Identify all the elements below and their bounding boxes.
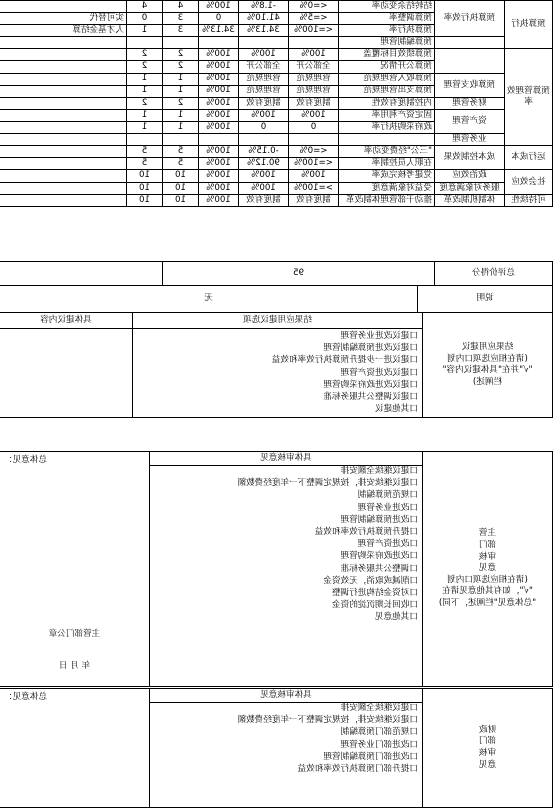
checkbox-option[interactable]: 口建议改进资产管理 bbox=[340, 367, 418, 378]
subcategory-cell: 预算执行效率 bbox=[435, 1, 505, 37]
cell-note: 人才基金结算 bbox=[0, 25, 127, 37]
cell-note bbox=[0, 170, 127, 182]
cell-s: 10 bbox=[127, 194, 163, 206]
cell-score: 100% bbox=[199, 194, 239, 206]
checkbox-option[interactable]: 口收回长期沉淀的资金 bbox=[332, 600, 418, 611]
cell-w: 1 bbox=[163, 73, 199, 85]
cell-s bbox=[127, 134, 163, 146]
dept-col1-header: 具体审核意见 bbox=[150, 452, 423, 466]
finance-col1-header: 具体审核意见 bbox=[150, 689, 423, 703]
table-row bbox=[0, 37, 553, 49]
cell-val: 100% bbox=[239, 182, 289, 194]
checkbox-option[interactable]: 口其他意见 bbox=[375, 612, 418, 623]
dept-overall-opinion[interactable] bbox=[0, 452, 150, 687]
cell-note bbox=[0, 97, 127, 109]
cell-score: 100% bbox=[199, 61, 239, 73]
cell-score: 100% bbox=[199, 158, 239, 170]
cell-score: 100% bbox=[199, 182, 239, 194]
cell-val: 管理规范 bbox=[239, 73, 289, 85]
cell-w: 5 bbox=[163, 158, 199, 170]
cell-w: 2 bbox=[163, 61, 199, 73]
cell-s bbox=[127, 37, 163, 49]
category-cell: 预算执行 bbox=[505, 1, 553, 49]
cell-ind: 预算公开情况 bbox=[339, 61, 435, 73]
cell-w: 1 bbox=[163, 122, 199, 134]
checkbox-option[interactable]: 口改进部门业务管理 bbox=[340, 739, 418, 750]
cell-ind: 政府采购执行率 bbox=[339, 122, 435, 134]
cell-w: 1 bbox=[163, 85, 199, 97]
cell-val: -1.8% bbox=[239, 1, 289, 13]
cell-w bbox=[163, 134, 199, 146]
table-row bbox=[0, 97, 553, 109]
cell-ind: 预算编制管理 bbox=[339, 37, 435, 49]
cell-val: 34.13% bbox=[239, 25, 289, 37]
cell-val: 41.10% bbox=[239, 13, 289, 25]
cell-w: 3 bbox=[163, 13, 199, 25]
cell-ind: 内控制度有效性 bbox=[339, 97, 435, 109]
checkbox-option[interactable]: 口规范预算编制 bbox=[357, 490, 418, 501]
table-row bbox=[0, 194, 553, 206]
cell-s: 10 bbox=[127, 170, 163, 182]
cell-s: 5 bbox=[127, 158, 163, 170]
cell-val: 0 bbox=[239, 122, 289, 134]
finance-section bbox=[0, 688, 553, 808]
cell-dir: <=5% bbox=[289, 13, 339, 25]
finance-overall-opinion[interactable] bbox=[0, 689, 150, 808]
subcategory-cell bbox=[435, 49, 505, 73]
cell-dir: 制度有效 bbox=[289, 194, 339, 206]
subcategory-cell: 业务管理 bbox=[435, 134, 505, 146]
cell-ind: 预算调整率 bbox=[339, 13, 435, 25]
cell-note: 实可替代 bbox=[0, 13, 127, 25]
cell-score: 100% bbox=[199, 85, 239, 97]
checkbox-option[interactable]: 口改进资产管理 bbox=[357, 539, 418, 550]
cell-note bbox=[0, 109, 127, 121]
cell-dir: 制度有效 bbox=[289, 97, 339, 109]
table-row bbox=[0, 146, 553, 158]
result-items bbox=[133, 329, 423, 418]
cell-score: 0 bbox=[199, 13, 239, 25]
cell-score: 100% bbox=[199, 109, 239, 121]
total-value: 95 bbox=[163, 262, 435, 286]
cell-s: 1 bbox=[127, 73, 163, 85]
cell-ind: 固定资产利用率 bbox=[339, 109, 435, 121]
cell-ind bbox=[339, 134, 435, 146]
checkbox-option[interactable]: 口规范部门预算编制 bbox=[340, 727, 418, 738]
subcategory-cell: 资产管理 bbox=[435, 109, 505, 133]
cell-ind: 在职人员控制率 bbox=[339, 158, 435, 170]
cell-s: 1 bbox=[127, 122, 163, 134]
cell-ind: 党建考核完成率 bbox=[339, 170, 435, 182]
result-content-area[interactable] bbox=[0, 329, 133, 418]
cell-s: 2 bbox=[127, 61, 163, 73]
cell-score: 100% bbox=[199, 73, 239, 85]
indicator-table bbox=[0, 0, 553, 207]
result-col2-header: 具体建议内容 bbox=[0, 313, 133, 329]
cell-w: 1 bbox=[163, 109, 199, 121]
cell-w: 10 bbox=[163, 170, 199, 182]
cell-val: 制度有效 bbox=[239, 194, 289, 206]
table-row bbox=[0, 170, 553, 182]
total-empty bbox=[0, 262, 163, 286]
cell-dir: <=100% bbox=[289, 25, 339, 37]
cell-s: 1 bbox=[127, 109, 163, 121]
dept-left-label bbox=[423, 452, 553, 687]
cell-score: 100% bbox=[199, 170, 239, 182]
checkbox-option[interactable]: 口建议继续全额安排 bbox=[340, 703, 418, 713]
cell-dir: >=100% bbox=[289, 182, 339, 194]
cell-dir: <=0% bbox=[289, 1, 339, 13]
total-score-table bbox=[0, 261, 553, 286]
section-label-text: 财政 部门 审核 意见 bbox=[478, 724, 497, 770]
cell-s: 1 bbox=[127, 85, 163, 97]
dept-date: 年 月 日 bbox=[58, 661, 91, 671]
result-section bbox=[0, 312, 553, 418]
cell-ind: 预算执行率 bbox=[339, 25, 435, 37]
checkbox-option[interactable]: 口建议改进政府采购管理 bbox=[323, 379, 418, 390]
cell-dir: 管理规范 bbox=[289, 85, 339, 97]
cell-note bbox=[0, 61, 127, 73]
cell-score: 100% bbox=[199, 97, 239, 109]
cell-w: 3 bbox=[163, 25, 199, 37]
cell-s: 2 bbox=[127, 97, 163, 109]
checkbox-option[interactable]: 口提升部门预算执行效率和效益 bbox=[297, 763, 418, 774]
checkbox-option[interactable]: 口其他建议 bbox=[375, 404, 418, 415]
checkbox-option[interactable]: 口提升预算执行效率和效益 bbox=[314, 526, 418, 537]
cell-val: 100% bbox=[239, 109, 289, 121]
cell-w: 10 bbox=[163, 194, 199, 206]
cell-ind: 受益对象满意度 bbox=[339, 182, 435, 194]
cell-val: 管理规范 bbox=[239, 85, 289, 97]
dept-items bbox=[150, 466, 423, 687]
notes-table bbox=[0, 285, 553, 313]
cell-val: 制度有效 bbox=[239, 97, 289, 109]
cell-ind: "三公"经费变动率 bbox=[339, 146, 435, 158]
table-row bbox=[0, 134, 553, 146]
cell-val: 100% bbox=[239, 49, 289, 61]
checkbox-option[interactable]: 口削减或取消，无效资金 bbox=[323, 575, 418, 586]
subcategory-cell bbox=[435, 37, 505, 49]
checkbox-option[interactable]: 口改进业务管理 bbox=[357, 502, 418, 513]
category-cell: 可持续性 bbox=[505, 194, 553, 206]
cell-note bbox=[0, 158, 127, 170]
cell-note bbox=[0, 134, 127, 146]
cell-w: 2 bbox=[163, 49, 199, 61]
finance-overall-label: 总体意见： bbox=[4, 692, 47, 702]
checkbox-option[interactable]: 口建议继续安排，按规定调整下一年度经费数额 bbox=[237, 478, 418, 489]
cell-val: 全部公开 bbox=[239, 61, 289, 73]
table-row bbox=[0, 49, 553, 61]
result-left-label bbox=[423, 313, 553, 418]
cell-score: 34.13% bbox=[199, 25, 239, 37]
cell-s: 4 bbox=[127, 1, 163, 13]
cell-dir: 100% bbox=[289, 49, 339, 61]
notes-label: 说明 bbox=[418, 286, 553, 313]
cell-note bbox=[0, 1, 127, 13]
cell-w: 10 bbox=[163, 182, 199, 194]
cell-w bbox=[163, 37, 199, 49]
cell-score: 100% bbox=[199, 1, 239, 13]
subcategory-cell: 预算收支管理 bbox=[435, 73, 505, 97]
cell-dir: <=100% bbox=[289, 158, 339, 170]
category-cell: 社会效应 bbox=[505, 170, 553, 194]
checkbox-option[interactable]: 口建议调整公共服务标准 bbox=[323, 391, 418, 402]
cell-dir bbox=[289, 134, 339, 146]
cell-note bbox=[0, 37, 127, 49]
cell-w: 2 bbox=[163, 97, 199, 109]
cell-s: 0 bbox=[127, 13, 163, 25]
cell-ind: 推动干部管理体制改革 bbox=[339, 194, 435, 206]
checkbox-option[interactable]: 口建议继续安排，按规定调整下一年度经费数额 bbox=[237, 715, 418, 726]
subcategory-cell: 政治效应 bbox=[435, 170, 505, 182]
cell-ind: 预算收入管理规范 bbox=[339, 73, 435, 85]
cell-score bbox=[199, 37, 239, 49]
cell-note bbox=[0, 122, 127, 134]
section-label-text: 结果应用建议 (请在相应选项口内划 "√"并在"具体建议内容" 栏阐述) bbox=[442, 341, 533, 387]
cell-score: 100% bbox=[199, 49, 239, 61]
cell-s: 2 bbox=[127, 49, 163, 61]
cell-val bbox=[239, 134, 289, 146]
checkbox-option[interactable]: 口建议改进预算编制管理 bbox=[323, 343, 418, 354]
cell-val bbox=[239, 37, 289, 49]
subcategory-cell: 体制机制改革 bbox=[435, 194, 505, 206]
table-row bbox=[0, 1, 553, 13]
table-row bbox=[0, 73, 553, 85]
cell-w: 5 bbox=[163, 146, 199, 158]
cell-note bbox=[0, 182, 127, 194]
cell-dir: 管理规范 bbox=[289, 73, 339, 85]
cell-val: 90.12% bbox=[239, 158, 289, 170]
cell-dir: 100% bbox=[289, 109, 339, 121]
table-row bbox=[0, 109, 553, 121]
finance-left-label bbox=[423, 689, 553, 808]
cell-note bbox=[0, 73, 127, 85]
total-label: 总评价得分 bbox=[435, 262, 553, 286]
checkbox-option[interactable]: 口对资金结构进行调整 bbox=[332, 587, 418, 598]
subcategory-cell: 财务管理 bbox=[435, 97, 505, 109]
result-col1-header: 结果应用建议选项 bbox=[133, 313, 423, 329]
cell-val: 100% bbox=[239, 170, 289, 182]
cell-note bbox=[0, 85, 127, 97]
dept-seal: 主管部门公章 bbox=[48, 629, 101, 639]
cell-dir: 0 bbox=[289, 122, 339, 134]
cell-score bbox=[199, 134, 239, 146]
checkbox-option[interactable]: 口建议继续全额安排 bbox=[340, 466, 418, 476]
checkbox-option[interactable]: 口改进预算编制管理 bbox=[340, 514, 418, 525]
cell-val: -0.15% bbox=[239, 146, 289, 158]
cell-note bbox=[0, 194, 127, 206]
checkbox-option[interactable]: 口建议改进业务管理 bbox=[340, 331, 418, 341]
category-cell: 运行成本 bbox=[505, 146, 553, 170]
cell-s: 5 bbox=[127, 146, 163, 158]
cell-ind: 结转结余变动率 bbox=[339, 1, 435, 13]
table-row bbox=[0, 182, 553, 194]
checkbox-option[interactable]: 口改进政府采购管理 bbox=[340, 551, 418, 562]
cell-score: 100% bbox=[199, 146, 239, 158]
cell-ind: 预算绩效目标覆盖 bbox=[339, 49, 435, 61]
subcategory-cell: 服务对象满意度 bbox=[435, 182, 505, 194]
checkbox-option[interactable]: 口建议进一步提升预算执行效率和效益 bbox=[271, 355, 418, 366]
cell-w: 4 bbox=[163, 1, 199, 13]
dept-section bbox=[0, 451, 553, 687]
cell-s: 1 bbox=[127, 25, 163, 37]
cell-note bbox=[0, 146, 127, 158]
notes-value: 无 bbox=[0, 286, 418, 313]
cell-note bbox=[0, 49, 127, 61]
cell-dir bbox=[289, 37, 339, 49]
category-cell: 预算管理效率 bbox=[505, 49, 553, 146]
cell-dir: 全部公开 bbox=[289, 61, 339, 73]
dept-overall-label: 总体意见： bbox=[4, 455, 47, 465]
cell-s: 10 bbox=[127, 182, 163, 194]
checkbox-option[interactable]: 口调整公共服务标准 bbox=[340, 563, 418, 574]
cell-ind: 预算支出管理规范 bbox=[339, 85, 435, 97]
cell-dir: 100% bbox=[289, 170, 339, 182]
subcategory-cell: 成本控制效果 bbox=[435, 146, 505, 170]
cell-dir: <=0% bbox=[289, 146, 339, 158]
checkbox-option[interactable]: 口改进部门预算编制管理 bbox=[323, 751, 418, 762]
finance-items bbox=[150, 703, 423, 808]
cell-score: 100% bbox=[199, 122, 239, 134]
section-label-text: 主管 部门 审核 意见 (请在相应选项口内划 "√"，如有其他意见请在 "总体意见"栏阐述，下同) bbox=[438, 528, 537, 608]
